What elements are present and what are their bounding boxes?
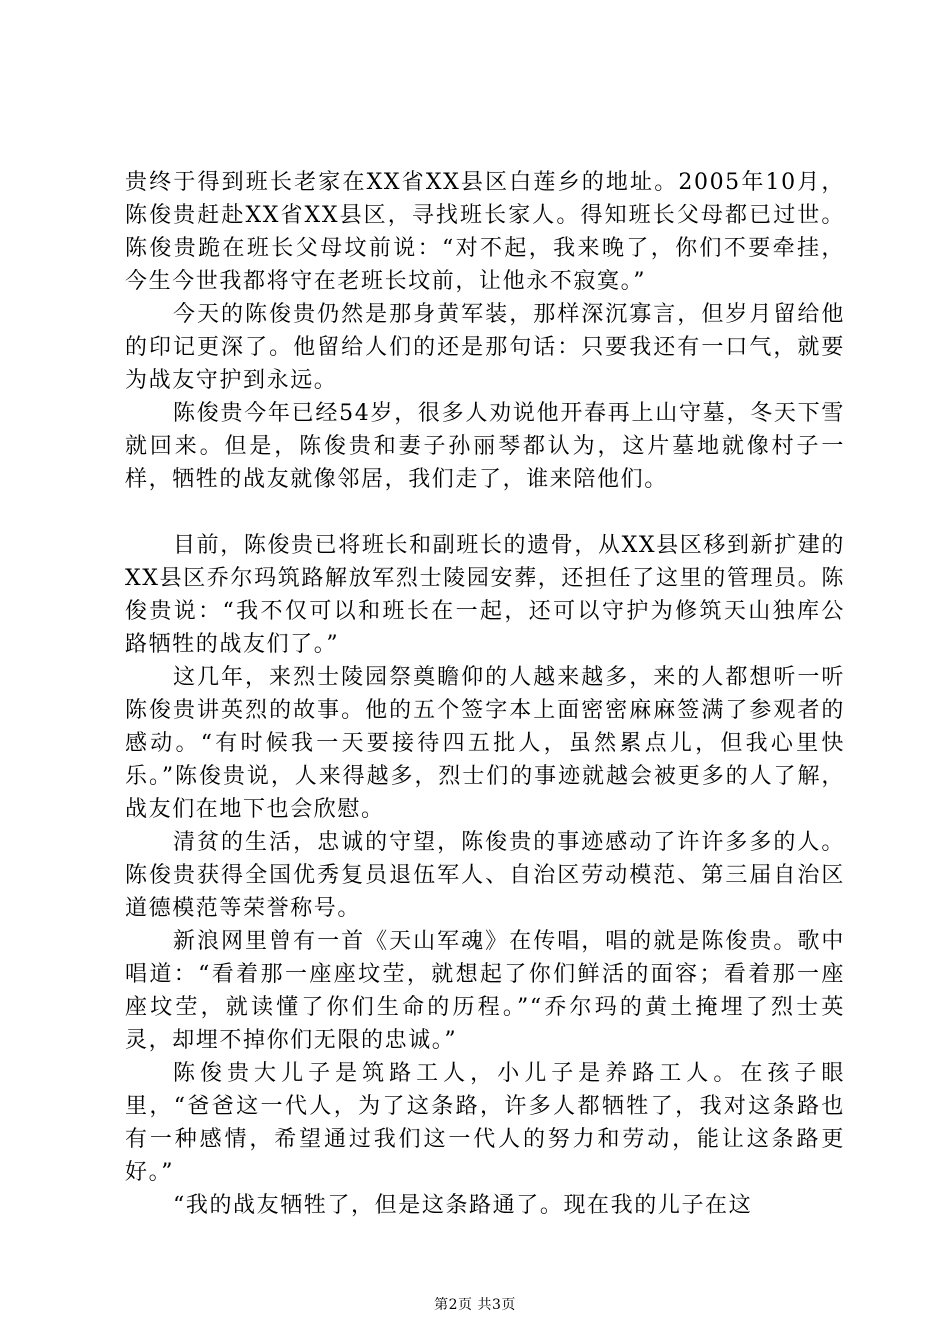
paragraph: 陈俊贵大儿子是筑路工人，小儿子是养路工人。在孩子眼里，“爸爸这一代人，为了这条路，许多人都牺牲了，我对这条路也有一种感情，希望通过我们这一代人的努力和劳动，能让这条路更好。” (125, 1061, 845, 1185)
paragraph-continued: 贵终于得到班长老家在XX省XX县区白莲乡的地址。2005年10月，陈俊贵赶赴XX省XX县区，寻找班长家人。得知班长父母都已过世。陈俊贵跪在班长父母坟前说：“对不起，我来晚了，你们不要牵挂，今生今世我都将守在老班长坟前，让他永不寂寞。” (125, 170, 845, 294)
paragraph: 新浪网里曾有一首《天山军魂》在传唱，唱的就是陈俊贵。歌中唱道：“看着那一座座坟茔，就想起了你们鲜活的面容；看着那一座座坟茔，就读懂了你们生命的历程。”“乔尔玛的黄土掩埋了烈士英灵，却埋不掉你们无限的忠诚。” (125, 929, 845, 1053)
paragraph: 目前，陈俊贵已将班长和副班长的遗骨，从XX县区移到新扩建的XX县区乔尔玛筑路解放军烈士陵园安葬，还担任了这里的管理员。陈俊贵说：“我不仅可以和班长在一起，还可以守护为修筑天山独库公路牺牲的战友们了。” (125, 533, 845, 657)
document-body (125, 166, 845, 1222)
paragraph: 陈俊贵今年已经54岁，很多人劝说他开春再上山守墓，冬天下雪就回来。但是，陈俊贵和妻子孙丽琴都认为，这片墓地就像村子一样，牺牲的战友就像邻居，我们走了，谁来陪他们。 (125, 401, 845, 492)
paragraph-spacer (125, 496, 845, 529)
paragraph: “我的战友牺牲了，但是这条路通了。现在我的儿子在这 (173, 1193, 753, 1218)
paragraph: 清贫的生活，忠诚的守望，陈俊贵的事迹感动了许许多多的人。陈俊贵获得全国优秀复员退伍军人、自治区劳动模范、第三届自治区道德模范等荣誉称号。 (125, 830, 845, 921)
paragraph: 今天的陈俊贵仍然是那身黄军装，那样深沉寡言，但岁月留给他的印记更深了。他留给人们的还是那句话：只要我还有一口气，就要为战友守护到永远。 (125, 302, 845, 393)
page-number-footer: 第2页 共3页 (434, 1297, 516, 1313)
paragraph: 这几年，来烈士陵园祭奠瞻仰的人越来越多，来的人都想听一听陈俊贵讲英烈的故事。他的五个签字本上面密密麻麻签满了参观者的感动。“有时候我一天要接待四五批人，虽然累点儿，但我心里快乐。”陈俊贵说，人来得越多，烈士们的事迹就越会被更多的人了解，战友们在地下也会欣慰。 (125, 665, 845, 822)
